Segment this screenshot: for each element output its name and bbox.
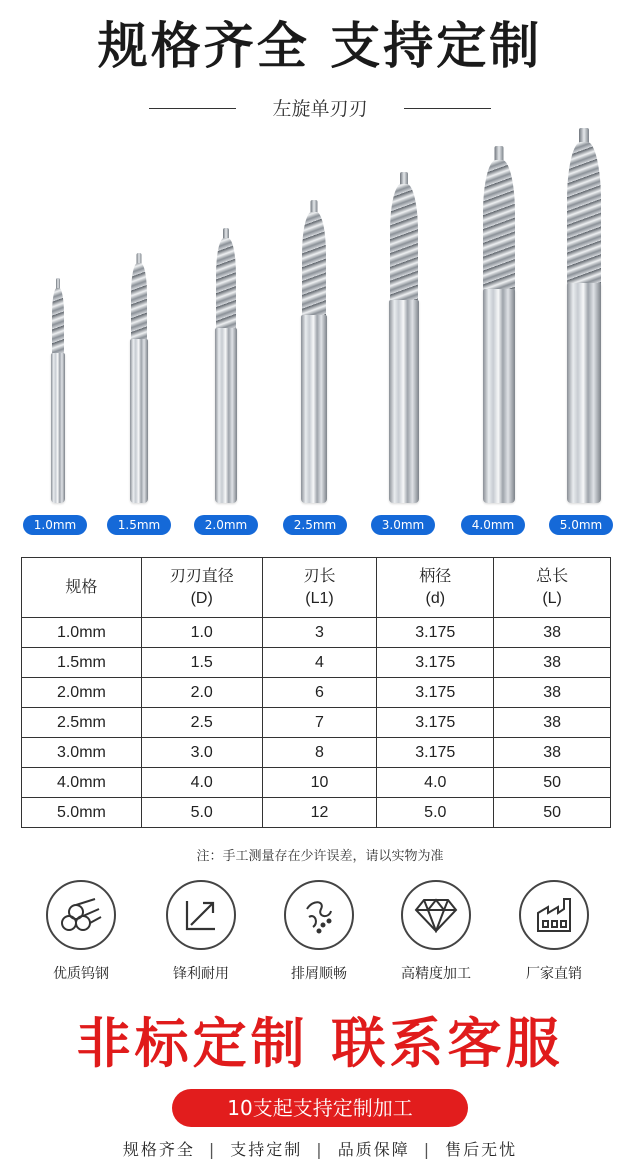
header-spec: 规格 bbox=[22, 558, 142, 618]
factory-icon bbox=[519, 880, 589, 950]
table-row: 5.0mm 5.0 12 5.0 50 bbox=[22, 798, 611, 828]
min-order-banner: 10支起支持定制加工 bbox=[172, 1089, 468, 1127]
feature-label: 厂家直销 bbox=[526, 966, 582, 982]
footer-item: 品质保障 bbox=[337, 1140, 410, 1159]
tool-5-0mm bbox=[562, 128, 606, 503]
feature-label: 优质钨钢 bbox=[53, 966, 109, 982]
diamond-icon bbox=[401, 880, 471, 950]
sharp-arrow-icon bbox=[166, 880, 236, 950]
feature-sharp bbox=[151, 880, 251, 983]
footer-item: 支持定制 bbox=[230, 1140, 303, 1159]
feature-label: 排屑顺畅 bbox=[291, 966, 347, 982]
table-row: 3.0mm 3.0 8 3.175 38 bbox=[22, 738, 611, 768]
table-header-row bbox=[22, 558, 611, 618]
custom-order-headline: 非标定制 联系客服 bbox=[76, 1011, 564, 1075]
table-row: 1.0mm 1.0 3 3.175 38 bbox=[22, 618, 611, 648]
footer-slogans bbox=[0, 1137, 640, 1160]
footer-item: 售后无忧 bbox=[445, 1140, 518, 1159]
chip-removal-icon bbox=[284, 880, 354, 950]
feature-label: 高精度加工 bbox=[401, 966, 471, 982]
feature-chip-removal bbox=[269, 880, 369, 983]
footer-item: 规格齐全 bbox=[122, 1140, 195, 1159]
tool-3-0mm bbox=[385, 172, 423, 503]
measurement-note: 注：手工测量存在少许误差，请以实物为准 bbox=[196, 849, 444, 864]
subtitle: 左旋单刃刃 bbox=[272, 98, 368, 120]
feature-precision bbox=[386, 880, 486, 983]
spec-table bbox=[21, 557, 611, 828]
feature-tungsten bbox=[31, 880, 131, 983]
headline: 规格齐全 支持定制 bbox=[97, 17, 543, 75]
table-row: 2.0mm 2.0 6 3.175 38 bbox=[22, 678, 611, 708]
footer-separator: | bbox=[208, 1140, 217, 1159]
tool-2-0mm bbox=[211, 228, 241, 503]
size-label-1-0mm: 1.0mm bbox=[23, 515, 87, 535]
feature-factory bbox=[504, 880, 604, 983]
size-label-1-5mm: 1.5mm bbox=[107, 515, 171, 535]
tool-1-0mm bbox=[47, 278, 69, 503]
size-label-4-0mm: 4.0mm bbox=[461, 515, 525, 535]
table-row: 2.5mm 2.5 7 3.175 38 bbox=[22, 708, 611, 738]
tool-4-0mm bbox=[478, 146, 520, 503]
table-row: 1.5mm 1.5 4 3.175 38 bbox=[22, 648, 611, 678]
footer-separator: | bbox=[316, 1140, 324, 1159]
size-label-3-0mm: 3.0mm bbox=[371, 515, 435, 535]
table-row: 4.0mm 4.0 10 4.0 50 bbox=[22, 768, 611, 798]
subtitle-divider-right bbox=[404, 108, 491, 109]
feature-icons bbox=[0, 880, 640, 990]
footer-separator: | bbox=[423, 1140, 432, 1159]
size-label-2-0mm: 2.0mm bbox=[194, 515, 258, 535]
tungsten-bars-icon bbox=[46, 880, 116, 950]
tool-2-5mm bbox=[297, 200, 331, 503]
header-total-length: 总长 (L) bbox=[494, 558, 611, 618]
tool-1-5mm bbox=[126, 253, 152, 503]
header-blade-diameter: 刃刃直径 (D) bbox=[141, 558, 262, 618]
size-label-2-5mm: 2.5mm bbox=[283, 515, 347, 535]
size-label-5-0mm: 5.0mm bbox=[549, 515, 613, 535]
feature-label: 锋利耐用 bbox=[173, 966, 229, 982]
header-blade-length: 刃长 (L1) bbox=[262, 558, 377, 618]
header-shank-diameter: 柄径 (d) bbox=[377, 558, 494, 618]
tool-lineup bbox=[0, 120, 640, 510]
